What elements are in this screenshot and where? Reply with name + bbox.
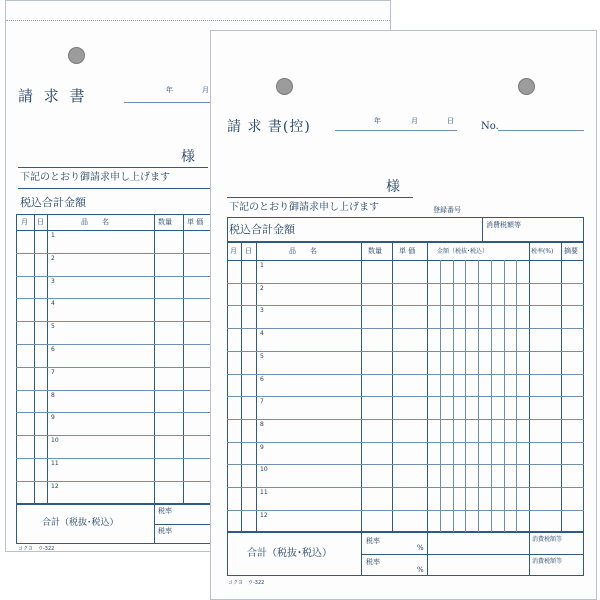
- col-divider: [561, 242, 562, 532]
- total-label: 税込合計金額: [20, 196, 86, 209]
- row-divider: [16, 367, 216, 368]
- row-number: 2: [260, 284, 264, 292]
- tax-rate-label-2: 税率: [158, 527, 172, 535]
- col-divider: [361, 242, 362, 532]
- col-divider: [154, 214, 155, 504]
- row-number: 4: [260, 330, 264, 338]
- row-number: 7: [260, 398, 264, 406]
- total-label: 税込合計金額: [229, 223, 295, 236]
- consumption-tax-label-2: 消費税額等: [532, 558, 563, 565]
- col-item: 品 名: [289, 247, 317, 255]
- row-number: 8: [260, 420, 264, 428]
- row-divider: [16, 344, 216, 345]
- month-label: 月: [202, 86, 209, 94]
- row-number: 2: [51, 254, 55, 262]
- binding-hole-left: [276, 78, 293, 95]
- day-label: 日: [447, 117, 454, 125]
- rule: [18, 188, 214, 189]
- row-number: 7: [51, 368, 55, 376]
- row-divider: [16, 481, 216, 482]
- row-divider: [16, 276, 216, 277]
- tax-rate-label-1: 税率: [158, 507, 172, 515]
- no-label: No.: [481, 121, 499, 132]
- row-divider: [227, 374, 584, 375]
- summary-mid: [361, 554, 584, 555]
- row-divider: [16, 321, 216, 322]
- row-number: 10: [51, 437, 59, 445]
- col-divider: [392, 242, 393, 532]
- year-label: 年: [374, 117, 381, 125]
- row-number: 6: [51, 346, 55, 353]
- registration-label: 登録番号: [433, 206, 461, 214]
- header-bottom: [227, 260, 584, 261]
- col-divider: [256, 242, 257, 532]
- col-item: 品 名: [81, 218, 109, 226]
- date-underline: [335, 130, 457, 131]
- col-divider: [47, 214, 48, 504]
- detail-table: [227, 242, 584, 532]
- row-divider: [227, 351, 584, 352]
- row-number: 3: [51, 277, 55, 285]
- honorific-sama: 様: [386, 179, 400, 195]
- row-divider: [16, 458, 216, 459]
- row-number: 9: [51, 414, 55, 422]
- row-number: 10: [260, 466, 268, 474]
- invoice-sheet-front: [210, 30, 597, 600]
- row-number: 4: [51, 300, 55, 308]
- col-day: 日: [245, 247, 252, 255]
- footer-code: コクヨ ウ-322: [18, 546, 55, 552]
- header-bottom: [16, 230, 216, 231]
- row-number: 9: [260, 443, 264, 451]
- perforation-line: [6, 20, 390, 21]
- row-number: 12: [51, 482, 59, 490]
- row-number: 11: [260, 489, 268, 496]
- detail-table: [16, 214, 216, 504]
- row-divider: [16, 390, 216, 391]
- invoice-title: 請 求 書(控): [227, 119, 311, 135]
- binding-hole: [68, 47, 85, 64]
- sum-label: 合計（税抜･税込）: [247, 548, 332, 559]
- statement-text: 下記のとおり御請求申し上げます: [229, 202, 379, 213]
- row-divider: [227, 328, 584, 329]
- row-number: 11: [51, 460, 59, 467]
- consumption-tax-label: 消費税額等: [486, 221, 521, 229]
- col-divider: [34, 214, 35, 504]
- percent-label-2: %: [417, 566, 424, 574]
- row-divider: [16, 412, 216, 413]
- col-divider: [529, 242, 530, 532]
- col-divider: [427, 242, 428, 532]
- date-underline: [124, 102, 214, 103]
- row-divider: [227, 442, 584, 443]
- col-amount: 金額（税抜･税込）: [437, 248, 489, 255]
- row-number: 8: [51, 391, 55, 399]
- row-divider: [227, 419, 584, 420]
- col-divider: [241, 242, 242, 532]
- honorific-sama: 様: [181, 149, 195, 165]
- row-number: 12: [260, 511, 268, 519]
- row-number: 3: [260, 307, 264, 315]
- col-remarks: 摘要: [564, 247, 578, 255]
- col-tax-rate: 税率(%): [531, 248, 554, 255]
- addressee-underline: [227, 197, 413, 198]
- col-qty: 数量: [368, 247, 382, 255]
- col-divider: [183, 214, 184, 504]
- row-number: 1: [51, 232, 55, 239]
- col-unit-price: 単 価: [187, 218, 204, 226]
- row-number: 5: [260, 352, 264, 360]
- row-divider: [227, 464, 584, 465]
- row-divider: [227, 510, 584, 511]
- col-qty: 数量: [158, 218, 172, 226]
- consumption-tax-label-1: 消費税額等: [532, 536, 563, 543]
- col-day: 日: [37, 218, 44, 226]
- binding-hole-right: [518, 78, 535, 95]
- col-unit-price: 単 価: [399, 247, 416, 255]
- col-month: 月: [230, 247, 237, 255]
- sum-label: 合計（税抜･税込）: [42, 518, 119, 528]
- summary-mid: [154, 524, 216, 525]
- addressee-underline: [18, 167, 208, 168]
- row-number: 6: [260, 375, 264, 383]
- row-divider: [227, 283, 584, 284]
- total-divider: [482, 217, 483, 242]
- footer-code: コクヨ ウ-322: [228, 580, 265, 586]
- row-divider: [227, 396, 584, 397]
- row-number: 1: [260, 262, 264, 269]
- row-divider: [16, 435, 216, 436]
- row-number: 5: [51, 323, 55, 331]
- col-month: 月: [21, 218, 28, 226]
- year-label: 年: [166, 86, 173, 94]
- row-divider: [227, 305, 584, 306]
- tax-rate-label-2: 税率: [366, 558, 380, 566]
- no-underline: [498, 130, 584, 131]
- percent-label-1: %: [417, 544, 424, 552]
- row-divider: [227, 487, 584, 488]
- row-divider: [16, 298, 216, 299]
- row-divider: [16, 253, 216, 254]
- month-label: 月: [411, 117, 418, 125]
- statement-text: 下記のとおり御請求申し上げます: [20, 172, 170, 183]
- invoice-title: 請 求 書: [18, 87, 88, 105]
- tax-rate-label-1: 税率: [366, 537, 380, 545]
